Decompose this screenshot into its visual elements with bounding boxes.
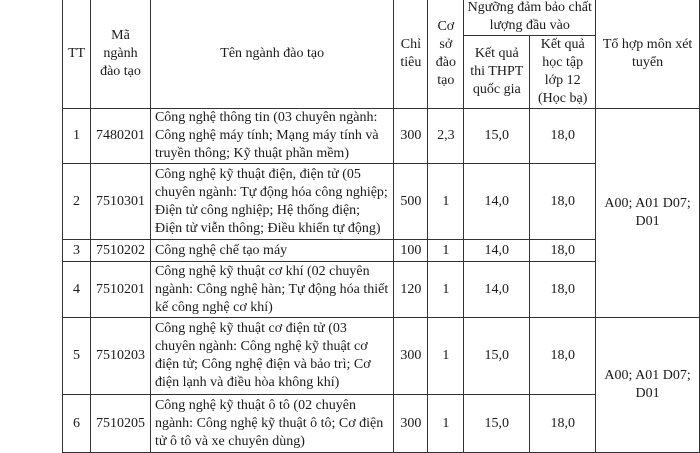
row-quota: 100	[394, 240, 428, 262]
row-name: Công nghệ kỹ thuật cơ điện tử (03 chuyên ngành: Công nghệ kỹ thuật cơ điện tử; Công nghệ điện và bảo trì; Cơ điện lạnh và điều hòa không khí)	[150, 318, 393, 395]
row-stt: 5	[63, 318, 91, 395]
row-exam: 14,0	[464, 164, 530, 240]
row-quota: 500	[394, 164, 428, 240]
row-name: Công nghệ thông tin (03 chuyên ngành: Công nghệ máy tính; Mạng máy tính và truyền thông; Kỹ thuật phần mềm)	[150, 109, 393, 164]
row-campus: 1	[428, 164, 464, 240]
row-transcript: 18,0	[530, 262, 596, 318]
row-name: Công nghệ kỹ thuật điện, điện tử (05 chuyên ngành: Tự động hóa công nghiệp; Điện tử công nghiệp; Hệ thống điện; Điện tử viễn thông; Điều khiển tự động)	[150, 164, 393, 240]
row-exam: 15,0	[464, 109, 530, 164]
header-exam: Kết quả thi THPT quốc gia	[464, 36, 530, 109]
row-stt: 2	[63, 164, 91, 240]
row-code: 7480201	[90, 109, 150, 164]
row-campus: 1	[428, 318, 464, 395]
row-code: 7510301	[90, 164, 150, 240]
row-code: 7510202	[90, 240, 150, 262]
row-code: 7510205	[90, 395, 150, 453]
row-exam: 15,0	[464, 395, 530, 453]
row-stt: 1	[63, 109, 91, 164]
row-exam: 14,0	[464, 262, 530, 318]
row-name: Công nghệ chế tạo máy	[150, 240, 393, 262]
table-row	[63, 109, 700, 164]
table-row	[63, 318, 700, 395]
row-campus: 1	[428, 262, 464, 318]
header-name: Tên ngành đào tạo	[150, 0, 393, 109]
admission-table	[62, 0, 700, 453]
row-name: Công nghệ kỹ thuật cơ khí (02 chuyên ngành: Công nghệ hàn; Tự động hóa thiết kế công nghệ cơ khí)	[150, 262, 393, 318]
row-campus: 1	[428, 240, 464, 262]
row-transcript: 18,0	[530, 164, 596, 240]
header-transcript: Kết quả học tập lớp 12 (Học bạ)	[530, 36, 596, 109]
header-campus: Cơ sở đào tạo	[428, 0, 464, 109]
header-quota: Chỉ tiêu	[394, 0, 428, 109]
row-name: Công nghệ kỹ thuật ô tô (02 chuyên ngành: Công nghệ kỹ thuật ô tô; Cơ điện tử ô tô và xe chuyên dùng)	[150, 395, 393, 453]
row-quota: 300	[394, 109, 428, 164]
row-stt: 3	[63, 240, 91, 262]
row-code: 7510203	[90, 318, 150, 395]
row-exam: 15,0	[464, 318, 530, 395]
row-stt: 4	[63, 262, 91, 318]
row-transcript: 18,0	[530, 109, 596, 164]
row-code: 7510201	[90, 262, 150, 318]
row-campus: 1	[428, 395, 464, 453]
row-quota: 300	[394, 395, 428, 453]
row-stt: 6	[63, 395, 91, 453]
combo-group-2: A00; A01 D07; D01	[596, 318, 700, 453]
combo-group-1: A00; A01 D07; D01	[596, 109, 700, 318]
row-quota: 120	[394, 262, 428, 318]
header-threshold: Ngưỡng đảm bảo chất lượng đầu vào	[464, 0, 596, 36]
row-transcript: 18,0	[530, 240, 596, 262]
header-stt: TT	[63, 0, 91, 109]
header-code: Mã ngành đào tạo	[90, 0, 150, 109]
row-transcript: 18,0	[530, 395, 596, 453]
header-combo: Tổ hợp môn xét tuyển	[596, 0, 700, 109]
row-exam: 14,0	[464, 240, 530, 262]
row-transcript: 18,0	[530, 318, 596, 395]
row-quota: 300	[394, 318, 428, 395]
row-campus: 2,3	[428, 109, 464, 164]
